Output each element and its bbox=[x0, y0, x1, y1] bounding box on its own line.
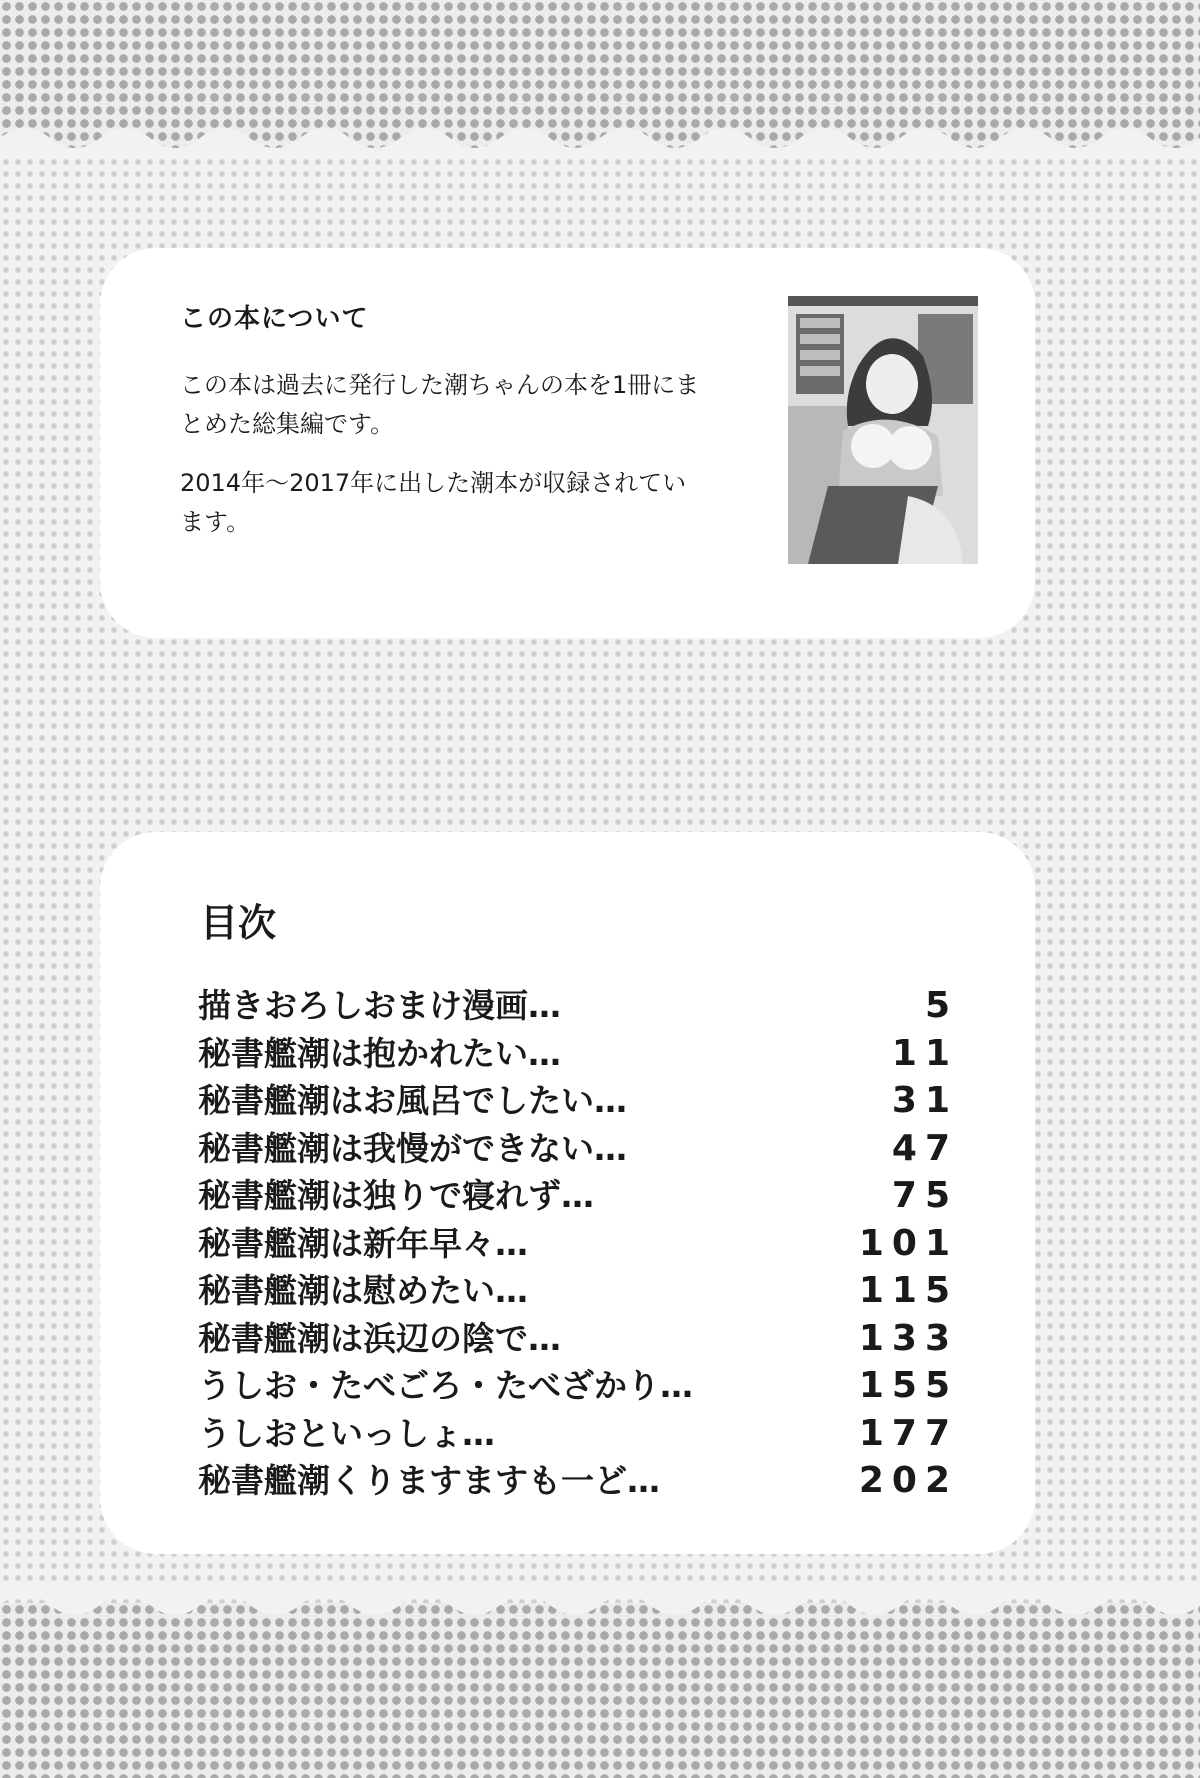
toc-entry-page: 155 bbox=[858, 1365, 958, 1406]
toc-entry-page: 101 bbox=[858, 1222, 958, 1264]
toc-entry-title: 描きおろしおまけ漫画… bbox=[198, 986, 561, 1025]
toc-entry-page: 115 bbox=[858, 1270, 958, 1311]
toc-entry-title: 秘書艦潮は慰めたい… bbox=[198, 1271, 528, 1310]
toc-entry-title: 秘書艦潮は浜辺の陰で… bbox=[198, 1318, 561, 1358]
toc-entry-page: 11 bbox=[891, 1032, 958, 1074]
toc-list bbox=[198, 980, 958, 1503]
toc-entry-title: 秘書艦潮くりますますも一ど… bbox=[198, 1461, 660, 1500]
toc-entry bbox=[198, 1170, 958, 1218]
toc-entry-page: 177 bbox=[858, 1412, 958, 1454]
toc-entry-title: うしおといっしょ… bbox=[198, 1413, 495, 1453]
about-paragraph: この本は過去に発行した潮ちゃんの本を1冊にまとめた総集編です。 bbox=[180, 371, 700, 438]
toc-entry bbox=[198, 1455, 958, 1503]
toc-entry-title: 秘書艦潮は抱かれたい… bbox=[198, 1033, 561, 1073]
about-card bbox=[100, 248, 1035, 638]
toc-entry-title: 秘書艦潮は新年早々… bbox=[198, 1223, 528, 1263]
toc-entry bbox=[198, 1028, 958, 1076]
toc-entry-page: 133 bbox=[858, 1317, 958, 1359]
toc-entry bbox=[198, 1360, 958, 1408]
toc-entry bbox=[198, 1313, 958, 1361]
wave-border-top bbox=[0, 118, 1200, 158]
toc-entry bbox=[198, 1218, 958, 1266]
illustration-image bbox=[788, 296, 978, 564]
toc-entry-title: うしお・たべごろ・たべざかり… bbox=[198, 1366, 693, 1405]
toc-heading: 目次 bbox=[200, 901, 277, 945]
wave-border-bottom bbox=[0, 1585, 1200, 1625]
dotted-border-bottom bbox=[0, 1603, 1200, 1778]
about-body bbox=[180, 366, 700, 562]
toc-entry-title: 秘書艦潮は我慢ができない… bbox=[198, 1128, 627, 1168]
toc-entry-page: 75 bbox=[891, 1175, 958, 1216]
toc-entry bbox=[198, 1408, 958, 1456]
toc-entry bbox=[198, 1075, 958, 1123]
toc-entry-page: 47 bbox=[891, 1127, 958, 1169]
toc-card bbox=[100, 832, 1035, 1554]
toc-entry-page: 202 bbox=[858, 1460, 958, 1501]
toc-entry bbox=[198, 1265, 958, 1313]
toc-entry-page: 5 bbox=[924, 985, 958, 1026]
about-heading: この本について bbox=[180, 304, 369, 334]
toc-entry bbox=[198, 980, 958, 1028]
about-paragraph: 2014年～2017年に出した潮本が収録されています。 bbox=[180, 469, 687, 536]
toc-entry-title: 秘書艦潮は独りで寝れず… bbox=[198, 1176, 594, 1215]
toc-entry-page: 31 bbox=[891, 1080, 958, 1121]
toc-entry bbox=[198, 1123, 958, 1171]
toc-entry-title: 秘書艦潮はお風呂でしたい… bbox=[198, 1081, 627, 1120]
